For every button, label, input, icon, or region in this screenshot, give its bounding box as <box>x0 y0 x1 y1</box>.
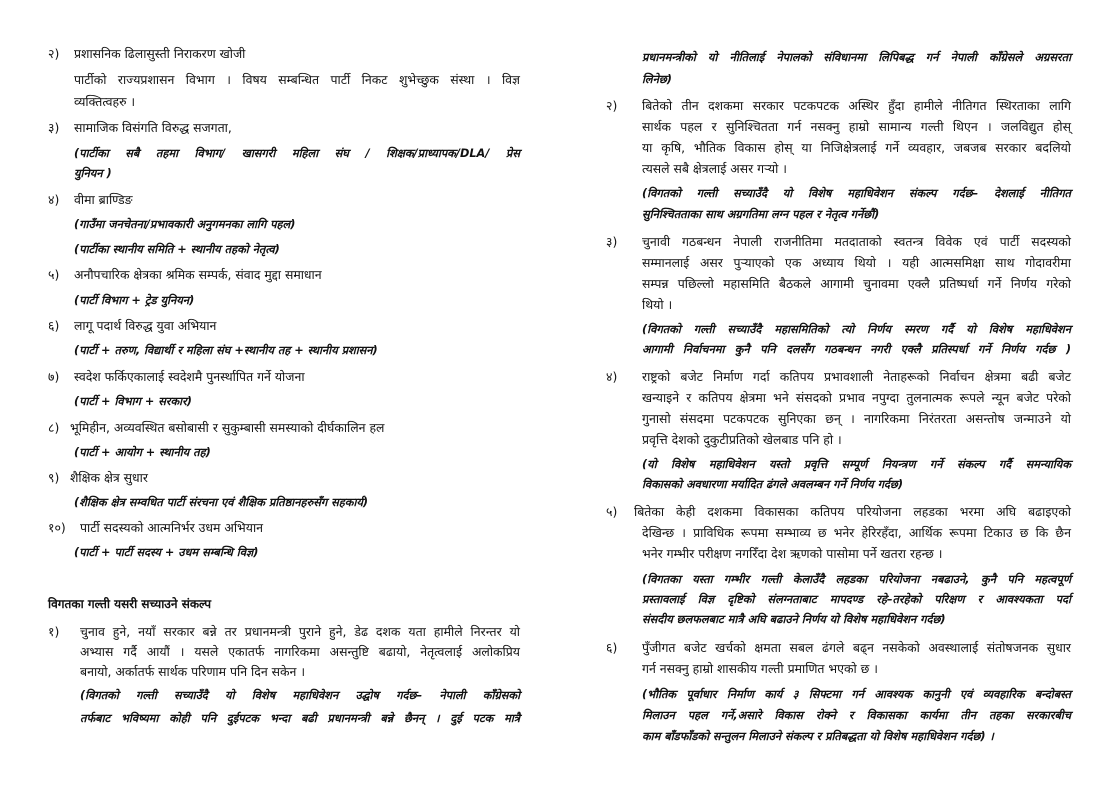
point-number: १) <box>48 624 60 639</box>
point-body-line: बनायो, अर्कातर्फ सार्थक परिणाम पनि दिन सकेन । <box>80 664 306 679</box>
point-note: (भौतिक पूर्वाधार निर्माण कार्य ३ सिफ्टमा गर्न आवश्यक कानुनी एवं व्यवहारिक बन्दोबस्त <box>642 688 1071 701</box>
item-note: (पार्टीका सबै तहमा विभाग/ खासगरी महिला संघ / शिक्षक/प्राध्यापक/DLA/ प्रेस <box>74 147 520 160</box>
point-note: (विगतको गल्ती सच्याउँदै यो विशेष महाधिवेशन संकल्प गर्दछ– देशलाई नीतिगत <box>642 187 1071 200</box>
point-body-line: चुनावी गठबन्धन नेपाली राजनीतिमा मतदाताको स्वतन्त्र विवेक एवं पार्टी सदस्यको <box>642 234 1071 249</box>
item-note: युनियन ) <box>74 167 112 180</box>
point-body-line: बितेका केही दशकमा विकासका कतिपय परियोजना लहडका भरमा अघि बढाइएको <box>634 504 1071 519</box>
list-item: ४) वीमा ब्राण्डिङ <box>48 192 133 207</box>
list-item: १०) पार्टी सदस्यको आत्मनिर्भर उधम अभियान <box>48 520 264 535</box>
point-number: २) <box>606 98 618 113</box>
item-note: (शैक्षिक क्षेत्र सम्वधित पार्टी संरचना एवं शैक्षिक प्रतिष्ठानहरुसँग सहकार्य) <box>74 496 369 509</box>
list-item: ८) भूमिहीन, अव्यवस्थित बसोबासी र सुकुम्बासी समस्याको दीर्घकालिन हल <box>48 420 385 435</box>
point-note: मिलाउन पहल गर्ने,असारे विकास रोक्ने र विकासका कार्यमा तीन तहका सरकारबीच <box>642 709 1071 722</box>
point-body-line: सम्पन्न पछिल्लो महासमिति बैठकले आगामी चुनावमा एक्लै प्रतिष्पर्धा गर्ने निर्णय गरेको <box>642 276 1071 291</box>
point-body-line: भनेर गम्भीर परीक्षण नगरिँदा देश ऋणको पासोमा पर्ने खतरा रहन्छ । <box>642 546 943 561</box>
point-body-line: अभ्यास गर्दै आयौं । यसले एकातर्फ नागरिकमा असन्तुष्टि बढायो, नेतृत्वलाई अलोकप्रिय <box>80 644 520 659</box>
item-note: (पार्टी + विभाग + सरकार) <box>74 395 192 408</box>
point-number: ५) <box>606 504 618 519</box>
point-body-line: प्रवृत्ति देशको दुकुटीप्रतिको खेलबाड पनि हो । <box>642 432 842 447</box>
continued-note: प्रधानमन्त्रीको यो नीतिलाई नेपालको संविधानमा लिपिबद्ध गर्न नेपाली काँग्रेसले अग्रसरता <box>642 51 1071 64</box>
point-note: (विगतको गल्ती सच्याउँदै यो विशेष महाधिवेशन उद्घोष गर्दछ– नेपाली काँग्रेसको <box>80 689 520 702</box>
point-note: (यो विशेष महाधिवेशन यस्तो प्रवृत्ति सम्पूर्ण नियन्त्रण गर्ने संकल्प गर्दै समन्यायिक <box>642 458 1071 471</box>
list-item: २) प्रशासनिक ढिलासुस्ती निराकरण खोजी <box>48 46 246 61</box>
list-item: ३) सामाजिक विसंगति विरुद्ध सजगता, <box>48 120 232 135</box>
point-note: (विगतको गल्ती सच्याउँदै महासमितिको त्यो निर्णय स्मरण गर्दै यो विशेष महाधिवेशन <box>642 323 1071 336</box>
point-body-line: या कृषि, भौतिक विकास होस् या निजिक्षेत्रलाई गर्ने व्यवहार, जबजब सरकार बदलियो <box>642 140 1071 155</box>
item-note: (पार्टी + तरुण, विद्यार्थी र महिला संघ +स्थानीय तह + स्थानीय प्रशासन) <box>74 344 378 357</box>
item-note: (पार्टी + आयोग + स्थानीय तह) <box>74 446 211 459</box>
item-note: (गाउँमा जनचेतना/प्रभावकारी अनुगमनका लागि पहल) <box>74 218 296 231</box>
point-body-line: गर्न नसक्नु हाम्रो शासकीय गल्ती प्रमाणित भएको छ । <box>642 661 878 676</box>
list-item: ५) अनौपचारिक क्षेत्रका श्रमिक सम्पर्क, संवाद मुद्दा समाधान <box>48 267 322 282</box>
item-note: (पार्टीका स्थानीय समिति + स्थानीय तहको नेतृत्व) <box>74 243 280 256</box>
point-body-line: खन्याइने र कतिपय क्षेत्रमा भने संसदको प्रभाव नपुग्दा तुलनात्मक रूपले न्यून बजेट परेको <box>642 390 1071 405</box>
item-body-line: पार्टीको राज्यप्रशासन विभाग । विषय सम्बन्धित पार्टी निकट शुभेच्छुक संस्था । विज्ञ <box>74 72 520 87</box>
point-note: प्रस्तावलाई विज्ञ दृष्टिको संलग्नताबाट मापदण्ड रहे–तरहेको परिक्षण र आवश्यकता पर्दा <box>642 593 1071 606</box>
list-item: ९) शैक्षिक क्षेत्र सुधार <box>48 470 148 485</box>
point-note: काम बाँडफाँडको सन्तुलन मिलाउने संकल्प र प्रतिबद्धता यो विशेष महाधिवेशन गर्दछ) । <box>642 730 994 743</box>
item-body-line: व्यक्तित्वहरु । <box>74 94 136 109</box>
point-body-line: देखिन्छ । प्राविधिक रूपमा सम्भाव्य छ भनेर हेरिरहँदा, आर्थिक रूपमा टिकाउ छ कि छैन <box>642 525 1071 540</box>
point-body-line: पुँजीगत बजेट खर्चको क्षमता सबल ढंगले बढ्न नसकेको अवस्थालाई संतोषजनक सुधार <box>642 640 1071 655</box>
point-body-line: त्यसले सबै क्षेत्रलाई असर गर्‍यो । <box>642 161 787 176</box>
continued-note: लिनेछ) <box>642 73 672 86</box>
list-item: ७) स्वदेश फर्किएकालाई स्वदेशमै पुनर्स्थापित गर्ने योजना <box>48 369 305 384</box>
point-body-line: बितेको तीन दशकमा सरकार पटकपटक अस्थिर हुँदा हामीले नीतिगत स्थिरताका लागि <box>642 98 1071 113</box>
point-body-line: राष्ट्रको बजेट निर्माण गर्दा कतिपय प्रभावशाली नेताहरूको निर्वाचन क्षेत्रमा बढी बजेट <box>642 369 1071 384</box>
item-note: (पार्टी विभाग + ट्रेड युनियन) <box>74 294 195 307</box>
point-note: तर्फबाट भविष्यमा कोही पनि दुईपटक भन्दा बढी प्रधानमन्त्री बन्ने छैनन् । दुई पटक मात्रै <box>80 712 520 725</box>
point-number: ४) <box>606 369 618 384</box>
point-body-line: सार्थक पहल र सुनिश्चितता गर्न नसक्नु हाम्रो सामान्य गल्ती थिएन । जलविद्युत होस् <box>642 119 1071 134</box>
list-item: ६) लागू पदार्थ विरुद्ध युवा अभियान <box>48 318 217 333</box>
point-body-line: गुनासो संसदमा पटकपटक सुनिएका छन् । नागरिकमा निरंतरता असन्तोष जन्माउने यो <box>642 411 1071 426</box>
point-note: आगामी निर्वाचनमा कुनै पनि दलसँग गठबन्धन नगरी एक्लै प्रतिस्पर्धा गर्ने निर्णय गर्दछ ) <box>642 343 1071 356</box>
point-note: सुनिश्चितताका साथ अग्रगतिमा लग्न पहल र नेतृत्व गर्नेछौं) <box>642 208 880 221</box>
point-body-line: थियो । <box>642 297 673 312</box>
item-note: (पार्टी + पार्टी सदस्य + उधम सम्बन्धि विज्ञ) <box>74 546 259 559</box>
point-number: ६) <box>606 640 618 655</box>
point-number: ३) <box>606 234 618 249</box>
point-body-line: चुनाव हुने, नयाँ सरकार बन्ने तर प्रधानमन्त्री पुराने हुने, डेढ दशक यता हामीले निरन्तर यो <box>80 624 520 639</box>
point-body-line: सम्मानलाई असर पुर्‍याएको एक अध्याय थियो । यही आत्मसमिक्षा साथ गोदावरीमा <box>642 255 1071 270</box>
point-note: संसदीय छलफलबाट मात्रै अघि बढाउने निर्णय यो विशेष महाधिवेशन गर्दछ) <box>642 613 946 626</box>
section-heading: विगतका गल्ती यसरी सच्याउने संकल्प <box>48 597 212 611</box>
point-note: विकासको अवधारणा मर्यादित ढंगले अवलम्बन गर्ने निर्णय गर्दछ) <box>642 478 904 491</box>
point-note: (विगतका यस्ता गम्भीर गल्ती केलाउँदै लहडका परियोजना नबढाउने, कुनै पनि महत्वपूर्ण <box>642 573 1071 586</box>
